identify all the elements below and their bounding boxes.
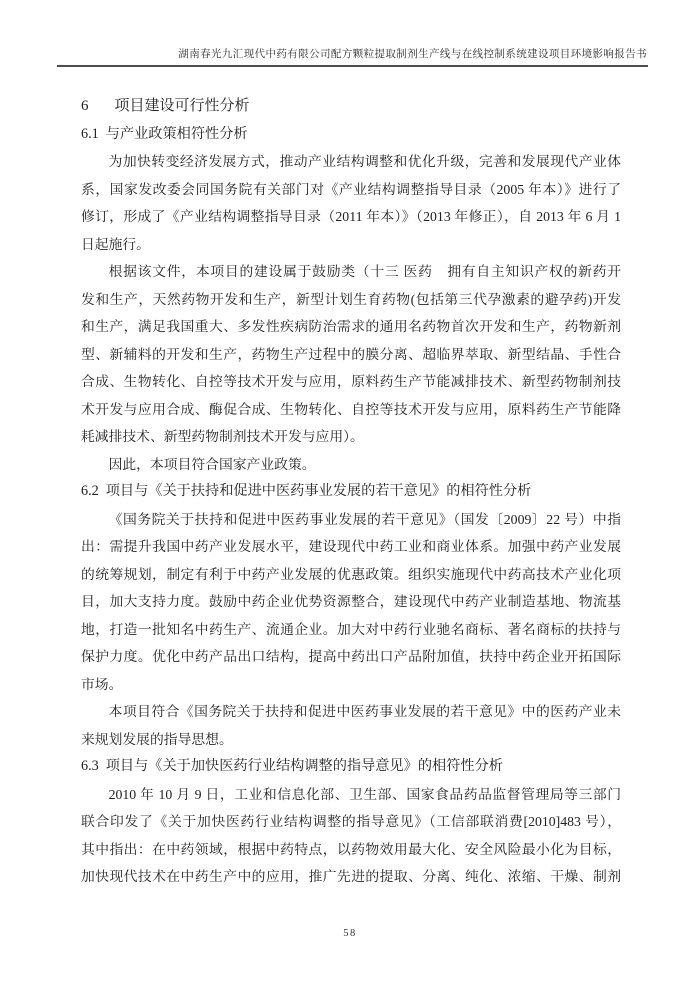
document-body: [81, 93, 621, 891]
section-heading-6: [81, 93, 621, 121]
text-line: 地，打造一批知名中药生产、流通企业。加大对中药行业驰名商标、著名商标的扶持与: [81, 621, 621, 637]
text-line: 联合印发了《关于加快医药行业结构调整的指导意见》（工信部联消费[2010]483 号），: [81, 814, 621, 829]
text-line: 的统筹规划，制定有利于中药产业发展的优惠政策。组织实施现代中药高技术产业化项: [81, 566, 621, 582]
page-header: [57, 46, 647, 61]
text-line: 2010 年 10 月 9 日，工业和信息化部、卫生部、国家食品药品监督管理局等三部门: [108, 786, 621, 802]
text-line: 因此，本项目符合国家产业政策。: [108, 456, 316, 472]
section-title: 与产业政策相符性分析: [105, 125, 248, 142]
paragraph: [81, 781, 621, 891]
section-number: 6: [81, 98, 89, 114]
paragraph: [81, 258, 621, 451]
running-title: 湖南春光九汇现代中药有限公司配方颗粒提取制剂生产线与在线控制系统建设项目环境影响报告书: [178, 49, 647, 60]
section-number: 6.3: [81, 758, 99, 774]
text-line: 合成、生物转化、自控等技术开发与应用，原料药生产节能减排技术、新型药物制剂技: [81, 374, 621, 389]
paragraph: [81, 451, 621, 479]
section-title: 项目建设可行性分析: [114, 98, 250, 114]
text-line: 其中指出：在中药领域，根据中药特点，以药物效用最大化、安全风险最小化为目标，: [81, 841, 621, 857]
text-line: 修订，形成了《产业结构调整指导目录（2011 年本）》（2013 年修正），自 2013 年 6 月 1: [81, 209, 621, 224]
text-line: 系，国家发改委会同国务院有关部门对《产业结构调整指导目录（2005 年本）》进行了: [81, 181, 621, 197]
paragraph: [81, 148, 621, 258]
page-footer: [0, 928, 700, 939]
text-line: 术开发与应用合成、酶促合成、生物转化、自控等技术开发与应用，原料药生产节能降: [81, 401, 621, 417]
section-title: 项目与《关于加快医药行业结构调整的指导意见》的相符性分析: [105, 758, 503, 774]
page-number: 58: [343, 928, 357, 939]
header-rule: [57, 65, 648, 67]
text-line: 出：需提升我国中药产业发展水平，建设现代中药工业和商业体系。加强中药产业发展: [81, 539, 621, 554]
text-line: 日起施行。: [81, 236, 150, 252]
section-number: 6.2: [81, 483, 99, 499]
text-line: 型、新辅料的开发和生产，药物生产过程中的膜分离、超临界萃取、新型结晶、手性合: [81, 346, 621, 362]
text-line: 和生产，满足我国重大、多发性疾病防治需求的通用名药物首次开发和生产，药物新剂: [81, 319, 621, 334]
text-line: 来规划发展的指导思想。: [81, 731, 233, 747]
text-line: 本项目符合《国务院关于扶持和促进中医药事业发展的若干意见》中的医药产业未: [108, 704, 621, 719]
text-line: 市场。: [81, 676, 123, 692]
text-line: 根据该文件，本项目的建设属于鼓励类（十三 医药 拥有自主知识产权的新药开: [108, 264, 621, 279]
section-heading-6.1: [81, 121, 621, 149]
section-number: 6.1: [81, 125, 99, 142]
text-line: 加快现代技术在中药生产中的应用，推广先进的提取、分离、纯化、浓缩、干燥、制剂: [81, 869, 621, 884]
text-line: 保护力度。优化中药产品出口结构，提高中药出口产品附加值，扶持中药企业开拓国际: [81, 649, 621, 664]
text-line: 《国务院关于扶持和促进中医药事业发展的若干意见》（国发〔2009〕22 号）中指: [108, 511, 621, 527]
text-line: 为加快转变经济发展方式，推动产业结构调整和优化升级，完善和发展现代产业体: [108, 154, 621, 169]
paragraph: [81, 506, 621, 699]
paragraph: [81, 698, 621, 753]
section-title: 项目与《关于扶持和促进中医药事业发展的若干意见》的相符性分析: [105, 483, 532, 499]
text-line: 目，加大支持力度。鼓励中药企业优势资源整合，建设现代中药产业制造基地、物流基: [81, 594, 621, 609]
text-line: 耗减排技术、新型药物制剂技术开发与应用）。: [81, 429, 364, 444]
section-heading-6.3: [81, 753, 621, 781]
text-line: 发和生产，天然药物开发和生产，新型计划生育药物(包括第三代孕激素的避孕药)开发: [81, 291, 621, 307]
section-heading-6.2: [81, 478, 621, 506]
